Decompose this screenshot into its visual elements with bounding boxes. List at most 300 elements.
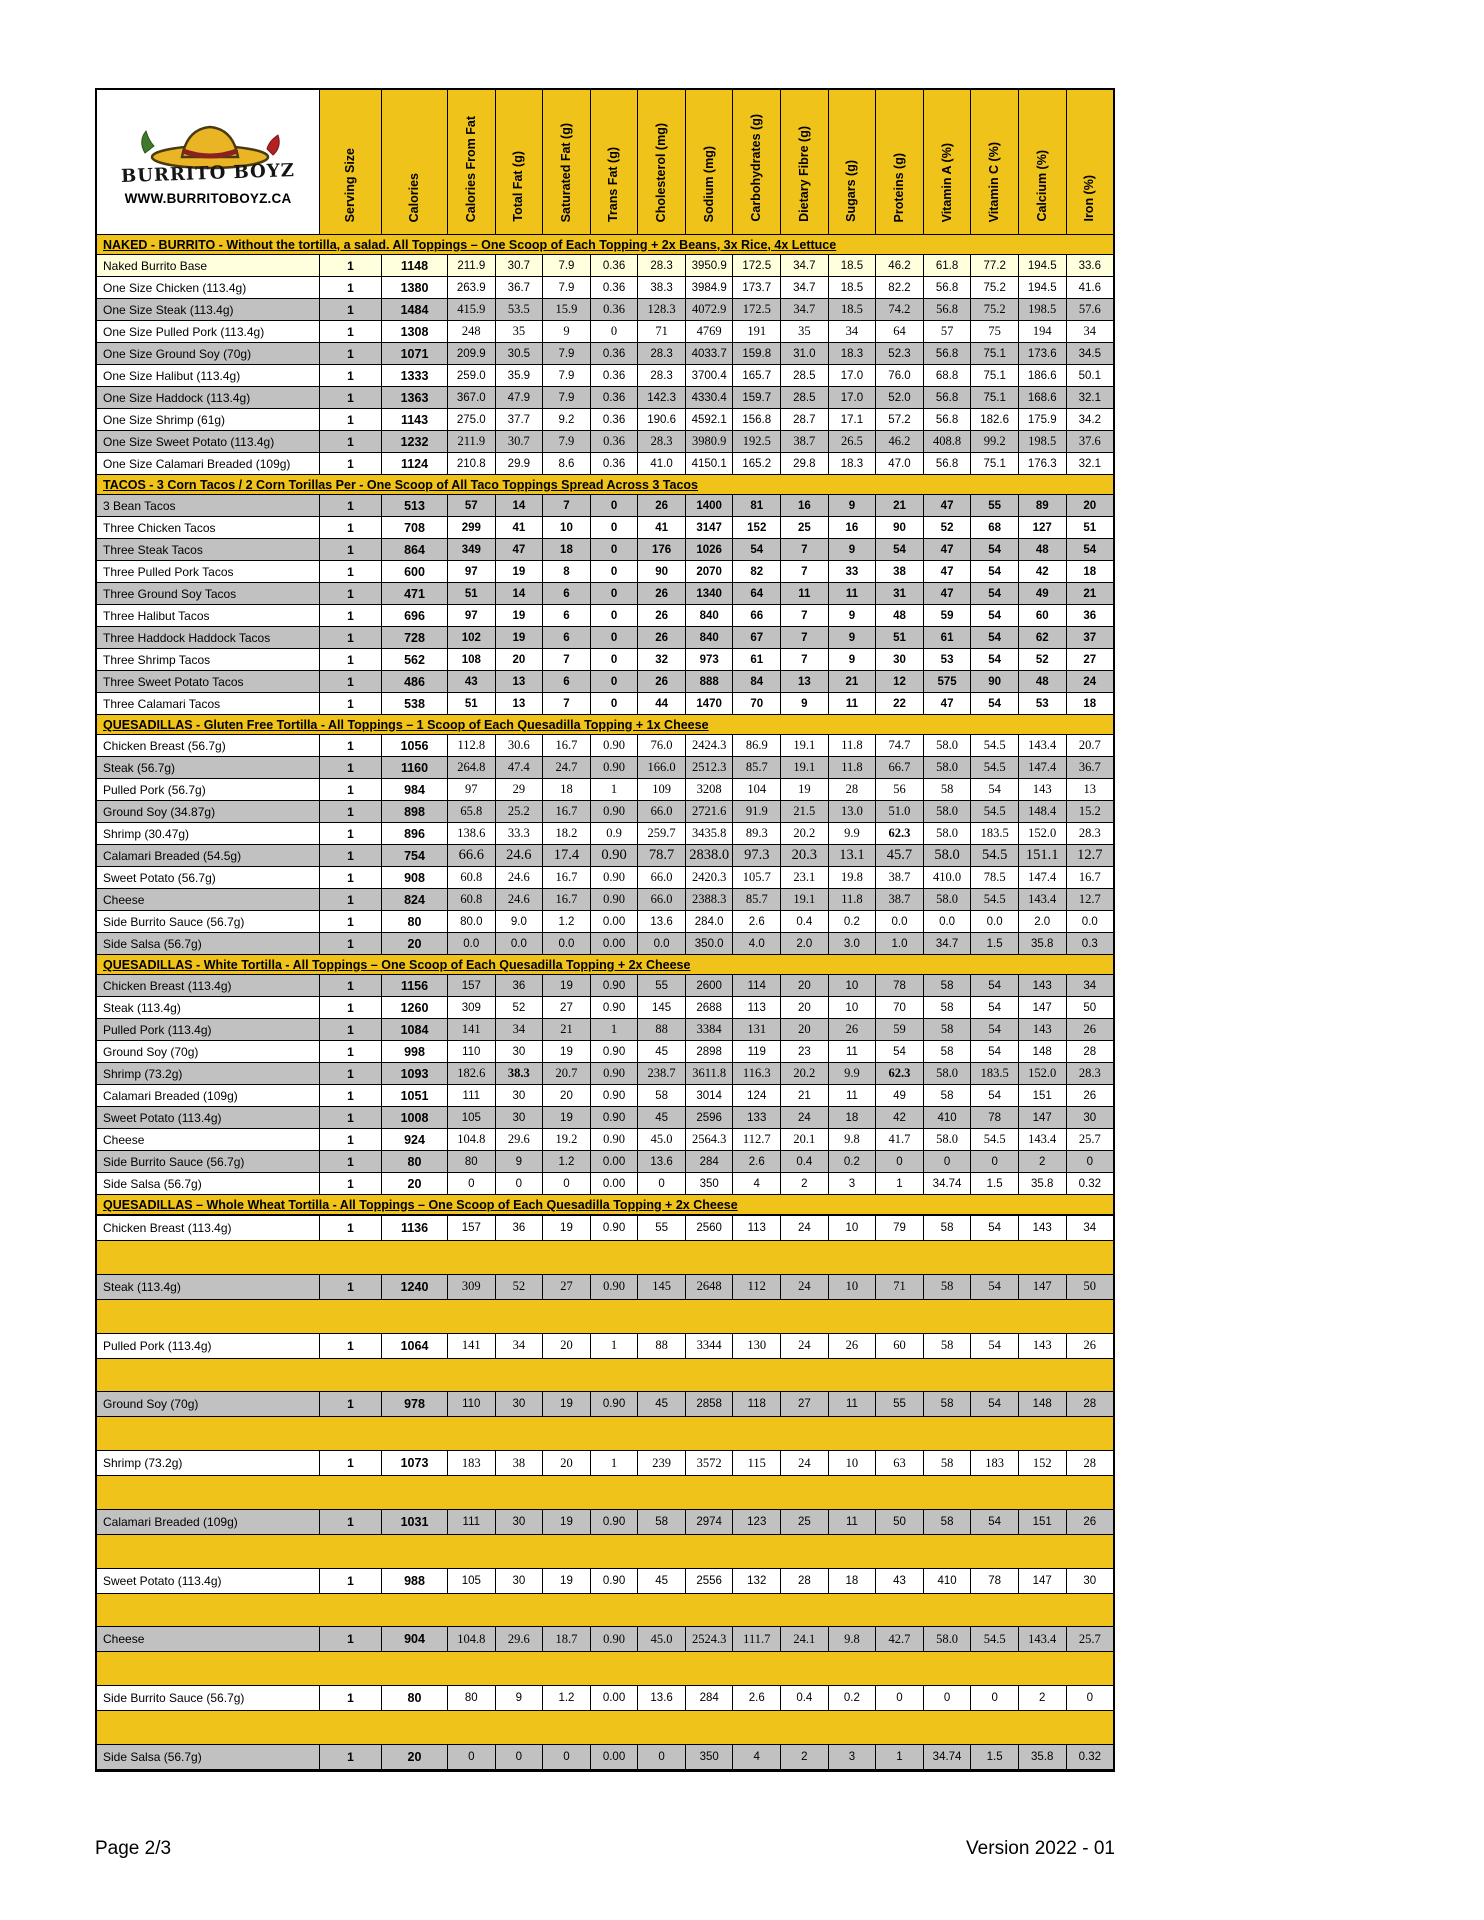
cell-sugars-g: 18.5: [828, 255, 876, 276]
item-name: Three Halibut Tacos: [103, 608, 210, 623]
cell-proteins-g: 76.0: [875, 365, 923, 386]
cell-vitamin-c: 54: [970, 1334, 1018, 1358]
cell-saturated-fat-g: 16.7: [542, 889, 590, 910]
cell-vitamin-a: 0: [923, 1686, 971, 1710]
cell-trans-fat-g: 0.90: [590, 1275, 638, 1299]
cell-trans-fat-g: 0: [590, 627, 638, 648]
cell-iron: 26: [1066, 1019, 1114, 1040]
cell-sodium-mg: 2556: [685, 1569, 733, 1593]
cell-sugars-g: 28: [828, 779, 876, 800]
cell-vitamin-c: 0: [970, 1686, 1018, 1710]
cell-dietary-fibre-g: 0.4: [780, 1686, 828, 1710]
cell-proteins-g: 38.7: [875, 867, 923, 888]
cell-trans-fat-g: 0.90: [590, 1216, 638, 1240]
cell-trans-fat-g: 0.00: [590, 1745, 638, 1769]
cell-proteins-g: 52.3: [875, 343, 923, 364]
cell-dietary-fibre-g: 20: [780, 997, 828, 1018]
cell-dietary-fibre-g: 20: [780, 1019, 828, 1040]
cell-trans-fat-g: 0.90: [590, 1085, 638, 1106]
item-name: Shrimp (73.2g): [103, 1456, 183, 1471]
cell-proteins-g: 50: [875, 1510, 923, 1534]
cell-serving-size: 1: [319, 517, 381, 538]
cell-sodium-mg: 3700.4: [685, 365, 733, 386]
item-name: Pulled Pork (113.4g): [103, 1022, 212, 1037]
cell-calories: 978: [381, 1392, 447, 1416]
cell-proteins-g: 22: [875, 693, 923, 714]
cell-total-fat-g: 30: [495, 1510, 543, 1534]
cell-trans-fat-g: 0.00: [590, 1686, 638, 1710]
cell-calcium: 53: [1018, 693, 1066, 714]
cell-calories: 1031: [381, 1510, 447, 1534]
cell-calcium: 143.4: [1018, 889, 1066, 910]
column-header-cholesterol-mg: [637, 90, 685, 234]
table-row-side-salsa-56-7g: [97, 933, 1113, 955]
column-header-label: Dietary Fibre (g): [796, 126, 811, 222]
cell-carbohydrates-g: 165.7: [732, 365, 780, 386]
cell-cholesterol-mg: 58: [637, 1510, 685, 1534]
table-row-three-sweet-potato-tacos: [97, 671, 1113, 693]
cell-carbohydrates-g: 4.0: [732, 933, 780, 954]
cell-carbohydrates-g: 89.3: [732, 823, 780, 844]
cell-proteins-g: 1.0: [875, 933, 923, 954]
cell-calories-from-fat: 43: [447, 671, 495, 692]
cell-total-fat-g: 30: [495, 1041, 543, 1062]
cell-cholesterol-mg: 45: [637, 1041, 685, 1062]
column-header-calories-from-fat: [447, 90, 495, 234]
cell-trans-fat-g: 0.90: [590, 1129, 638, 1150]
cell-vitamin-a: 58: [923, 1334, 971, 1358]
column-header-trans-fat-g: [590, 90, 638, 234]
cell-saturated-fat-g: 20: [542, 1451, 590, 1475]
table-row-cheese: [97, 1626, 1113, 1652]
cell-calcium: 151: [1018, 1510, 1066, 1534]
cell-calories-from-fat: 141: [447, 1334, 495, 1358]
item-name: Three Calamari Tacos: [103, 696, 221, 711]
cell-vitamin-a: 61: [923, 627, 971, 648]
cell-sodium-mg: 350: [685, 1173, 733, 1194]
cell-sugars-g: 18: [828, 1569, 876, 1593]
cell-dietary-fibre-g: 2: [780, 1173, 828, 1194]
cell-saturated-fat-g: 0: [542, 1173, 590, 1194]
cell-serving-size: 1: [319, 1063, 381, 1084]
cell-proteins-g: 51: [875, 627, 923, 648]
cell-serving-size: 1: [319, 387, 381, 408]
cell-vitamin-a: 47: [923, 539, 971, 560]
cell-calcium: 147.4: [1018, 757, 1066, 778]
cell-carbohydrates-g: 4: [732, 1173, 780, 1194]
cell-saturated-fat-g: 19.2: [542, 1129, 590, 1150]
cell-saturated-fat-g: 18: [542, 779, 590, 800]
cell-proteins-g: 55: [875, 1392, 923, 1416]
cell-trans-fat-g: 0.90: [590, 997, 638, 1018]
cell-sugars-g: 21: [828, 671, 876, 692]
cell-serving-size: 1: [319, 1216, 381, 1240]
cell-dietary-fibre-g: 25: [780, 1510, 828, 1534]
cell-carbohydrates-g: 191: [732, 321, 780, 342]
cell-cholesterol-mg: 66.0: [637, 889, 685, 910]
cell-carbohydrates-g: 173.7: [732, 277, 780, 298]
cell-vitamin-a: 0.0: [923, 911, 971, 932]
cell-trans-fat-g: 0: [590, 671, 638, 692]
cell-sodium-mg: 350.0: [685, 933, 733, 954]
column-header-proteins-g: [875, 90, 923, 234]
cell-dietary-fibre-g: 24.1: [780, 1627, 828, 1651]
item-name: Steak (56.7g): [103, 760, 176, 775]
cell-vitamin-a: 56.8: [923, 343, 971, 364]
cell-calcium: 2.0: [1018, 911, 1066, 932]
cell-iron: 28: [1066, 1451, 1114, 1475]
item-name: One Size Chicken (113.4g): [103, 280, 247, 295]
cell-total-fat-g: 13: [495, 671, 543, 692]
cell-carbohydrates-g: 133: [732, 1107, 780, 1128]
column-header-label: Serving Size: [342, 147, 357, 222]
cell-calories: 1232: [381, 431, 447, 452]
cell-sodium-mg: 2721.6: [685, 801, 733, 822]
cell-iron: 0.32: [1066, 1173, 1114, 1194]
cell-sodium-mg: 2560: [685, 1216, 733, 1240]
cell-calcium: 143: [1018, 779, 1066, 800]
cell-vitamin-c: 54.5: [970, 889, 1018, 910]
cell-sugars-g: 17.0: [828, 387, 876, 408]
cell-proteins-g: 30: [875, 649, 923, 670]
cell-calories-from-fat: 0: [447, 1173, 495, 1194]
cell-total-fat-g: 24.6: [495, 889, 543, 910]
cell-dietary-fibre-g: 19: [780, 779, 828, 800]
cell-calcium: 198.5: [1018, 299, 1066, 320]
cell-trans-fat-g: 0.90: [590, 867, 638, 888]
cell-serving-size: 1: [319, 933, 381, 954]
cell-sodium-mg: 1340: [685, 583, 733, 604]
cell-dietary-fibre-g: 20: [780, 975, 828, 996]
column-header-label: Vitamin C (%): [987, 141, 1002, 222]
item-name: Side Salsa (56.7g): [103, 936, 202, 951]
cell-serving-size: 1: [319, 605, 381, 626]
item-name: Shrimp (30.47g): [103, 826, 190, 841]
cell-dietary-fibre-g: 24: [780, 1216, 828, 1240]
table-body: [97, 235, 1113, 1770]
cell-sodium-mg: 2512.3: [685, 757, 733, 778]
cell-proteins-g: 57.2: [875, 409, 923, 430]
cell-serving-size: 1: [319, 431, 381, 452]
cell-sugars-g: 9: [828, 627, 876, 648]
cell-calories: 486: [381, 671, 447, 692]
cell-saturated-fat-g: 1.2: [542, 911, 590, 932]
section-title: QUESADILLAS - White Tortilla - All Toppings – One Scoop of Each Quesadilla Topping + 2x Cheese: [103, 957, 691, 972]
cell-iron: 13: [1066, 779, 1114, 800]
cell-proteins-g: 78: [875, 975, 923, 996]
cell-calcium: 148: [1018, 1041, 1066, 1062]
cell-sodium-mg: 2388.3: [685, 889, 733, 910]
cell-saturated-fat-g: 6: [542, 605, 590, 626]
table-row-side-burrito-sauce-56-7g: [97, 1151, 1113, 1173]
cell-proteins-g: 42: [875, 1107, 923, 1128]
column-header-saturated-fat-g: [542, 90, 590, 234]
cell-vitamin-c: 1.5: [970, 1745, 1018, 1769]
cell-cholesterol-mg: 90: [637, 561, 685, 582]
table-row-side-burrito-sauce-56-7g: [97, 1685, 1113, 1711]
cell-sodium-mg: 350: [685, 1745, 733, 1769]
cell-total-fat-g: 30.5: [495, 343, 543, 364]
cell-carbohydrates-g: 2.6: [732, 1151, 780, 1172]
cell-carbohydrates-g: 159.7: [732, 387, 780, 408]
cell-vitamin-c: 54: [970, 997, 1018, 1018]
cell-saturated-fat-g: 19: [542, 1569, 590, 1593]
cell-calcium: 148.4: [1018, 801, 1066, 822]
cell-total-fat-g: 19: [495, 605, 543, 626]
cell-total-fat-g: 36: [495, 975, 543, 996]
cell-sugars-g: 11.8: [828, 889, 876, 910]
item-name: Three Haddock Haddock Tacos: [103, 630, 271, 645]
table-row-one-size-haddock-113-4g: [97, 387, 1113, 409]
cell-carbohydrates-g: 165.2: [732, 453, 780, 474]
cell-iron: 26: [1066, 1510, 1114, 1534]
item-name: Cheese: [103, 1132, 145, 1147]
cell-proteins-g: 21: [875, 495, 923, 516]
cell-trans-fat-g: 0.90: [590, 1041, 638, 1062]
cell-total-fat-g: 30: [495, 1085, 543, 1106]
cell-carbohydrates-g: 152: [732, 517, 780, 538]
cell-vitamin-c: 54: [970, 1019, 1018, 1040]
cell-dietary-fibre-g: 38.7: [780, 431, 828, 452]
table-row-3-bean-tacos: [97, 495, 1113, 517]
table-row-shrimp-30-47g: [97, 823, 1113, 845]
table-row-steak-56-7g: [97, 757, 1113, 779]
cell-vitamin-a: 58.0: [923, 845, 971, 866]
cell-carbohydrates-g: 84: [732, 671, 780, 692]
cell-sugars-g: 18.5: [828, 299, 876, 320]
cell-vitamin-c: 75.2: [970, 299, 1018, 320]
cell-cholesterol-mg: 13.6: [637, 911, 685, 932]
cell-calories: 20: [381, 933, 447, 954]
cell-vitamin-c: 75: [970, 321, 1018, 342]
cell-sodium-mg: 284.0: [685, 911, 733, 932]
cell-serving-size: 1: [319, 277, 381, 298]
cell-vitamin-a: 59: [923, 605, 971, 626]
cell-vitamin-c: 68: [970, 517, 1018, 538]
cell-proteins-g: 31: [875, 583, 923, 604]
cell-carbohydrates-g: 54: [732, 539, 780, 560]
cell-vitamin-c: 75.1: [970, 365, 1018, 386]
cell-carbohydrates-g: 114: [732, 975, 780, 996]
cell-calcium: 147: [1018, 1107, 1066, 1128]
cell-dietary-fibre-g: 21.5: [780, 801, 828, 822]
table-row-one-size-ground-soy-70g: [97, 343, 1113, 365]
cell-calcium: 143.4: [1018, 1129, 1066, 1150]
cell-dietary-fibre-g: 16: [780, 495, 828, 516]
cell-trans-fat-g: 0.90: [590, 735, 638, 756]
cell-calories: 1056: [381, 735, 447, 756]
cell-saturated-fat-g: 6: [542, 583, 590, 604]
cell-total-fat-g: 0.0: [495, 933, 543, 954]
cell-trans-fat-g: 0.90: [590, 1107, 638, 1128]
cell-serving-size: 1: [319, 997, 381, 1018]
cell-total-fat-g: 47.4: [495, 757, 543, 778]
cell-sodium-mg: 3344: [685, 1334, 733, 1358]
cell-saturated-fat-g: 19: [542, 1510, 590, 1534]
cell-calories-from-fat: 80: [447, 1686, 495, 1710]
cell-iron: 16.7: [1066, 867, 1114, 888]
cell-dietary-fibre-g: 28.5: [780, 387, 828, 408]
item-name: Chicken Breast (113.4g): [103, 1221, 232, 1235]
cell-sugars-g: 0.2: [828, 911, 876, 932]
cell-vitamin-c: 54: [970, 779, 1018, 800]
item-name: Ground Soy (34.87g): [103, 804, 216, 819]
cell-calcium: 168.6: [1018, 387, 1066, 408]
cell-calories-from-fat: 183: [447, 1451, 495, 1475]
cell-calories-from-fat: 110: [447, 1041, 495, 1062]
cell-total-fat-g: 38.3: [495, 1063, 543, 1084]
cell-sugars-g: 17.1: [828, 409, 876, 430]
cell-trans-fat-g: 0.90: [590, 1063, 638, 1084]
cell-iron: 12.7: [1066, 889, 1114, 910]
cell-vitamin-c: 54.5: [970, 735, 1018, 756]
cell-vitamin-c: 1.5: [970, 933, 1018, 954]
cell-calcium: 2: [1018, 1151, 1066, 1172]
cell-total-fat-g: 14: [495, 583, 543, 604]
cell-iron: 32.1: [1066, 387, 1114, 408]
table-row-calamari-breaded-109g: [97, 1085, 1113, 1107]
cell-calories: 998: [381, 1041, 447, 1062]
cell-calories-from-fat: 97: [447, 561, 495, 582]
cell-serving-size: 1: [319, 539, 381, 560]
cell-calories: 708: [381, 517, 447, 538]
cell-iron: 28.3: [1066, 1063, 1114, 1084]
cell-trans-fat-g: 0.36: [590, 277, 638, 298]
cell-calories-from-fat: 104.8: [447, 1129, 495, 1150]
cell-dietary-fibre-g: 23: [780, 1041, 828, 1062]
cell-calcium: 143.4: [1018, 1627, 1066, 1651]
cell-calcium: 143: [1018, 975, 1066, 996]
cell-proteins-g: 79: [875, 1216, 923, 1240]
cell-vitamin-a: 52: [923, 517, 971, 538]
cell-calories-from-fat: 263.9: [447, 277, 495, 298]
cell-iron: 57.6: [1066, 299, 1114, 320]
cell-sodium-mg: 284: [685, 1151, 733, 1172]
cell-calories: 1148: [381, 255, 447, 276]
cell-sugars-g: 19.8: [828, 867, 876, 888]
cell-vitamin-c: 54: [970, 1510, 1018, 1534]
cell-sugars-g: 26: [828, 1334, 876, 1358]
cell-sodium-mg: 840: [685, 605, 733, 626]
cell-total-fat-g: 29: [495, 779, 543, 800]
cell-cholesterol-mg: 145: [637, 1275, 685, 1299]
cell-calories: 696: [381, 605, 447, 626]
cell-cholesterol-mg: 66.0: [637, 867, 685, 888]
cell-cholesterol-mg: 76.0: [637, 735, 685, 756]
cell-saturated-fat-g: 7: [542, 693, 590, 714]
cell-calories: 1084: [381, 1019, 447, 1040]
cell-saturated-fat-g: 24.7: [542, 757, 590, 778]
cell-calories-from-fat: 138.6: [447, 823, 495, 844]
cell-dietary-fibre-g: 29.8: [780, 453, 828, 474]
cell-vitamin-a: 410: [923, 1107, 971, 1128]
cell-calories: 513: [381, 495, 447, 516]
cell-total-fat-g: 47: [495, 539, 543, 560]
page-number: Page 2/3: [95, 1838, 172, 1859]
cell-saturated-fat-g: 10: [542, 517, 590, 538]
cell-cholesterol-mg: 55: [637, 1216, 685, 1240]
cell-serving-size: 1: [319, 1627, 381, 1651]
column-header-calcium: [1018, 90, 1066, 234]
cell-proteins-g: 0: [875, 1686, 923, 1710]
cell-carbohydrates-g: 118: [732, 1392, 780, 1416]
cell-carbohydrates-g: 115: [732, 1451, 780, 1475]
cell-iron: 20: [1066, 495, 1114, 516]
cell-vitamin-a: 58: [923, 1085, 971, 1106]
item-name: One Size Haddock (113.4g): [103, 390, 251, 405]
cell-trans-fat-g: 0.36: [590, 409, 638, 430]
cell-sodium-mg: 3980.9: [685, 431, 733, 452]
cell-sugars-g: 3: [828, 1173, 876, 1194]
cell-dietary-fibre-g: 7: [780, 605, 828, 626]
item-name: Naked Burrito Base: [103, 258, 208, 273]
cell-saturated-fat-g: 18: [542, 539, 590, 560]
cell-total-fat-g: 37.7: [495, 409, 543, 430]
website-url: WWW.BURRITOBOYZ.CA: [124, 190, 292, 206]
column-header-dietary-fibre-g: [780, 90, 828, 234]
item-name: 3 Bean Tacos: [103, 498, 176, 513]
cell-trans-fat-g: 0: [590, 517, 638, 538]
cell-calcium: 143: [1018, 1216, 1066, 1240]
cell-iron: 34: [1066, 975, 1114, 996]
cell-sodium-mg: 3384: [685, 1019, 733, 1040]
cell-sodium-mg: 4592.1: [685, 409, 733, 430]
cell-calories-from-fat: 209.9: [447, 343, 495, 364]
cell-proteins-g: 51.0: [875, 801, 923, 822]
cell-vitamin-c: 90: [970, 671, 1018, 692]
table-row-one-size-shrimp-61g: [97, 409, 1113, 431]
cell-cholesterol-mg: 28.3: [637, 365, 685, 386]
cell-saturated-fat-g: 7.9: [542, 277, 590, 298]
cell-calcium: 143: [1018, 1019, 1066, 1040]
cell-cholesterol-mg: 28.3: [637, 431, 685, 452]
cell-saturated-fat-g: 20: [542, 1334, 590, 1358]
cell-trans-fat-g: 0.36: [590, 431, 638, 452]
cell-calories: 1160: [381, 757, 447, 778]
cell-sugars-g: 18.5: [828, 277, 876, 298]
table-row-calamari-breaded-54-5g: [97, 845, 1113, 867]
cell-calories: 1073: [381, 1451, 447, 1475]
cell-dietary-fibre-g: 27: [780, 1392, 828, 1416]
cell-sugars-g: 18.3: [828, 343, 876, 364]
cell-cholesterol-mg: 88: [637, 1334, 685, 1358]
item-name: Cheese: [103, 892, 145, 907]
cell-iron: 28.3: [1066, 823, 1114, 844]
cell-carbohydrates-g: 130: [732, 1334, 780, 1358]
item-name: Cheese: [103, 1632, 145, 1647]
cell-dietary-fibre-g: 24: [780, 1275, 828, 1299]
cell-trans-fat-g: 0.90: [590, 845, 638, 866]
cell-calcium: 186.6: [1018, 365, 1066, 386]
cell-vitamin-a: 56.8: [923, 387, 971, 408]
cell-vitamin-c: 75.1: [970, 387, 1018, 408]
cell-calcium: 143.4: [1018, 735, 1066, 756]
cell-saturated-fat-g: 19: [542, 1041, 590, 1062]
table-row-pulled-pork-113-4g: [97, 1019, 1113, 1041]
item-name: Calamari Breaded (54.5g): [103, 848, 242, 863]
item-name: Ground Soy (70g): [103, 1397, 199, 1412]
cell-sodium-mg: 1470: [685, 693, 733, 714]
cell-dietary-fibre-g: 31.0: [780, 343, 828, 364]
column-header-label: Sugars (g): [844, 160, 859, 222]
cell-calcium: 147.4: [1018, 867, 1066, 888]
cell-cholesterol-mg: 176: [637, 539, 685, 560]
cell-sodium-mg: 2564.3: [685, 1129, 733, 1150]
column-header-label: Trans Fat (g): [606, 146, 621, 222]
cell-calories: 1240: [381, 1275, 447, 1299]
cell-carbohydrates-g: 85.7: [732, 889, 780, 910]
cell-carbohydrates-g: 123: [732, 1510, 780, 1534]
